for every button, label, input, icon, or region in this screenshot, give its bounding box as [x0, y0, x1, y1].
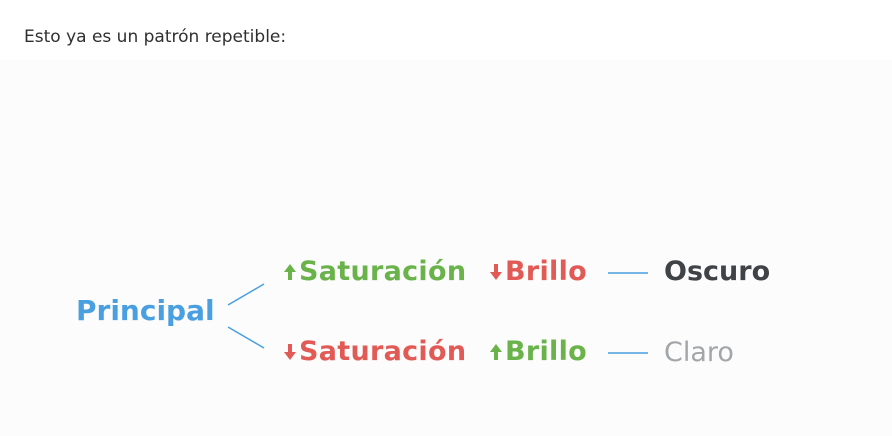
saturation-label: Saturación: [299, 336, 467, 367]
saturation-down-term: [283, 336, 466, 367]
principal-label: Principal: [76, 294, 215, 327]
branch-row-dark: [283, 256, 466, 287]
branch-row-light-brightness: [489, 336, 587, 367]
connector-to-top-branch: [228, 284, 264, 305]
connector-to-bottom-branch: [228, 327, 264, 348]
brightness-label: Brillo: [505, 256, 588, 287]
arrow-down-icon: [283, 343, 297, 361]
saturation-up-term: [283, 256, 466, 287]
brightness-label: Brillo: [505, 336, 588, 367]
arrow-down-icon: [489, 263, 503, 281]
result-oscuro: Oscuro: [664, 256, 771, 287]
branch-row-dark-brightness: [489, 256, 587, 287]
arrow-up-icon: [489, 343, 503, 361]
brightness-down-term: [489, 256, 587, 287]
intro-text: Esto ya es un patrón repetible:: [24, 27, 287, 47]
branch-row-light: [283, 336, 466, 367]
arrow-up-icon: [283, 263, 297, 281]
result-claro: Claro: [664, 337, 734, 368]
brightness-up-term: [489, 336, 587, 367]
saturation-label: Saturación: [299, 256, 467, 287]
